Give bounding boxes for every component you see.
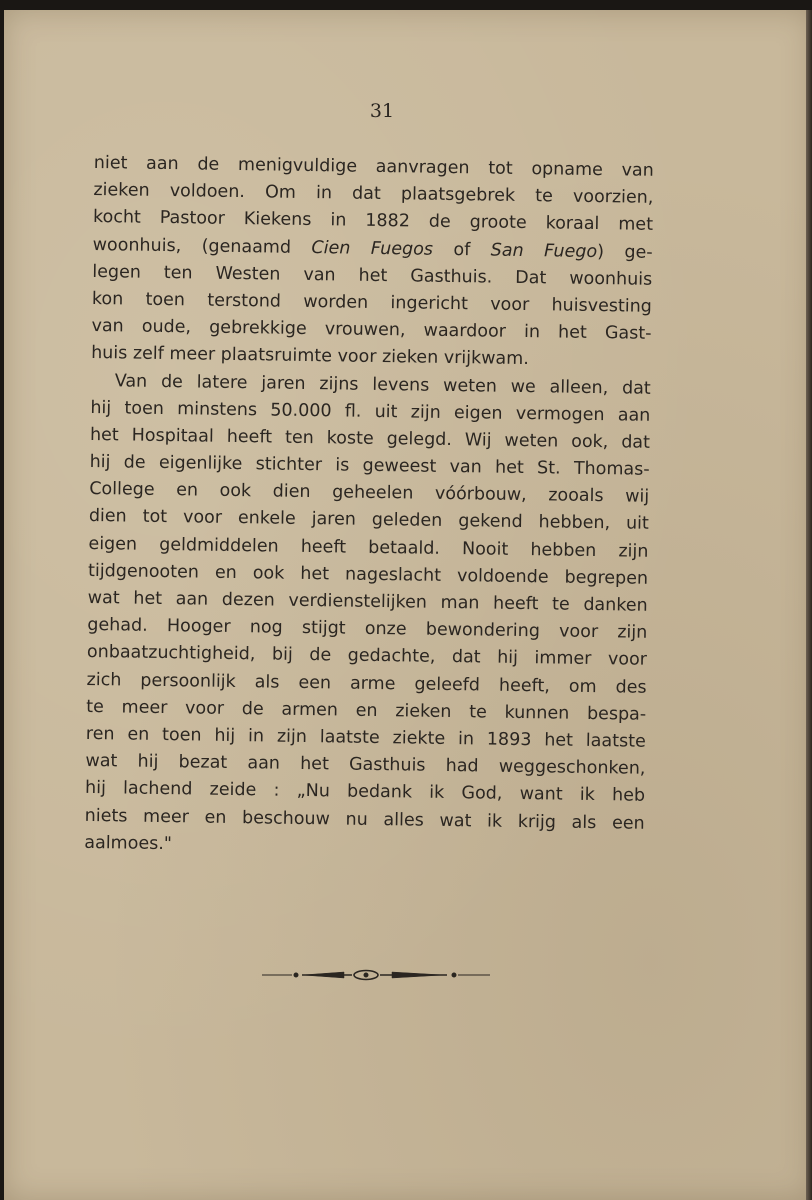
text-run: College en ook dien geheelen vóórbouw, zooals wij (89, 479, 650, 508)
page-number: 31 (369, 100, 395, 122)
text-run: te meer voor de armen en zieken te kunnen bespa- (86, 696, 647, 725)
text-run: legen ten Westen van het Gasthuis. Dat woonhuis (92, 261, 653, 290)
italic-text: San Fuego (490, 240, 598, 262)
text-run: woonhuis, (genaamd (92, 234, 312, 258)
ornamental-divider (262, 965, 490, 985)
text-run: tijdgenooten en ook het nageslacht voldoende begrepen (87, 560, 649, 589)
text-run: onbaatzuchtigheid, bij de gedachte, dat hij immer voor (86, 642, 648, 671)
text-run: eigen geldmiddelen heeft betaald. Nooit hebben zijn (88, 533, 649, 562)
text-run: wat hij bezat aan het Gasthuis had weggeschonken, (85, 751, 646, 779)
text-run: niet aan de menigvuldige aanvragen tot opname van (93, 152, 654, 181)
text-run: zich persoonlijk als een arme geleefd heeft, om des (86, 669, 647, 698)
text-run: hij de eigenlijke stichter is geweest van het St. Thomas- (89, 452, 650, 480)
text-run: Van de latere jaren zijns levens weten we alleen, dat (114, 370, 651, 399)
text-run: kocht Pastoor Kiekens in 1882 de groote koraal met (92, 207, 654, 236)
text-run: aalmoes." (84, 832, 173, 854)
text-run: van oude, gebrekkige vrouwen, waardoor in het Gast- (91, 316, 652, 344)
text-run: gehad. Hooger nog stijgt onze bewondering voor zijn (87, 615, 648, 643)
text-run: niets meer en beschouw nu alles wat ik krijg als een (84, 805, 645, 834)
text-run: kon toen terstond worden ingericht voor huisvesting (91, 288, 653, 317)
text-run: het Hospitaal heeft ten koste gelegd. Wij weten ook, dat (89, 424, 651, 453)
text-run: ) ge- (597, 241, 653, 263)
text-run: huis zelf meer plaatsruimte voor zieken vrijkwam. (91, 343, 529, 370)
body-text (84, 150, 654, 865)
text-run: hij toen minstens 50.000 fl. uit zijn eigen vermogen aan (90, 397, 651, 426)
text-run: of (432, 239, 491, 261)
text-run: dien tot voor enkele jaren geleden gekend hebben, uit (88, 506, 649, 535)
page-edge-shadow (806, 10, 812, 1200)
text-run: ren en toen hij in zijn laatste ziekte in 1893 het laatste (85, 723, 646, 752)
text-run: hij lachend zeide : „Nu bedank ik God, want ik heb (84, 778, 646, 807)
book-page (4, 10, 812, 1200)
text-run: wat het aan dezen verdienstelijken man heeft te danken (87, 587, 648, 616)
text-run: zieken voldoen. Om in dat plaatsgebrek te voorzien, (93, 180, 654, 209)
italic-text: Cien Fuegos (311, 237, 434, 260)
